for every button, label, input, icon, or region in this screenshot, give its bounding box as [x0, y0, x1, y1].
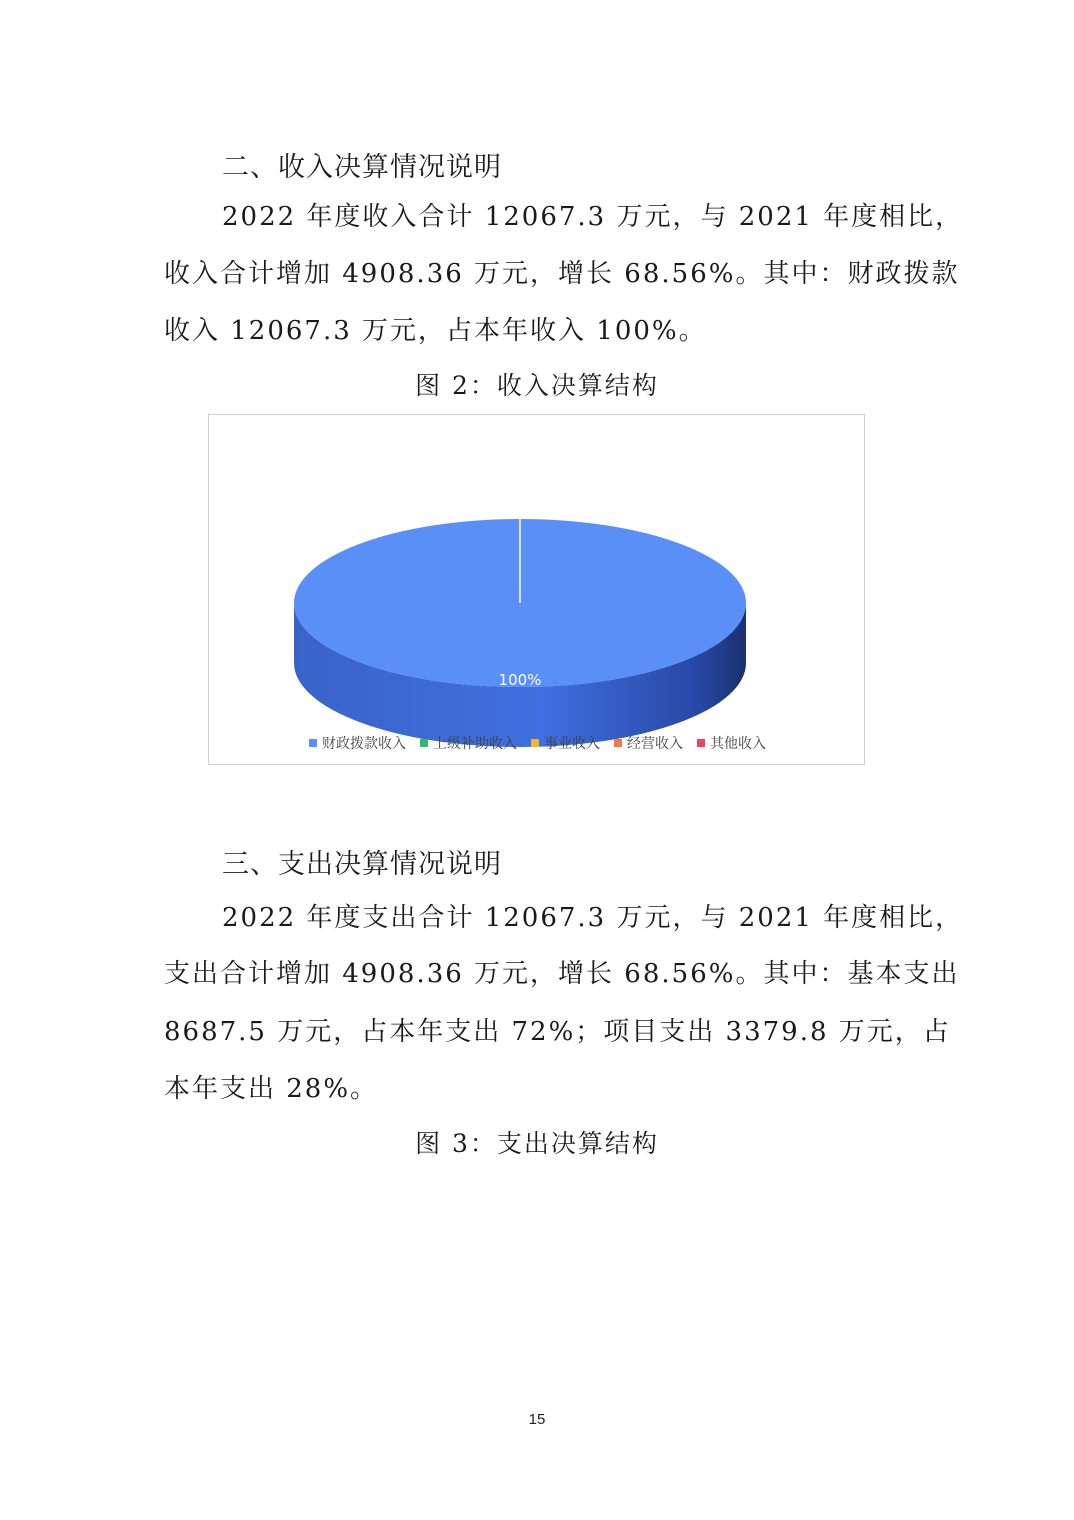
pie-chart-svg	[209, 415, 866, 766]
legend-label: 经营收入	[627, 736, 683, 752]
section3-line-2: 支出合计增加 4908.36 万元，增长 68.56%。其中：基本支出	[164, 959, 960, 989]
legend-item	[697, 733, 766, 753]
legend-item	[309, 733, 406, 753]
page-number: 15	[528, 1411, 546, 1428]
legend-item	[614, 733, 683, 753]
legend-label: 事业收入	[544, 736, 600, 752]
section2-line-3: 收入 12067.3 万元，占本年收入 100%。	[164, 316, 707, 346]
legend-swatch	[420, 739, 428, 747]
section3-heading: 三、支出决算情况说明	[222, 849, 502, 880]
section3-line-3: 8687.5 万元，占本年支出 72%；项目支出 3379.8 万元，占	[164, 1017, 951, 1047]
legend-swatch	[531, 739, 539, 747]
pie-data-label: 100%	[498, 671, 542, 689]
legend-label: 其他收入	[710, 736, 766, 752]
section3-line-1: 2022 年度支出合计 12067.3 万元，与 2021 年度相比，	[222, 903, 964, 933]
chart-legend	[209, 733, 866, 753]
legend-swatch	[309, 739, 317, 747]
legend-label: 上级补助收入	[433, 736, 517, 752]
section2-heading: 二、收入决算情况说明	[222, 152, 502, 183]
figure3-caption: 图 3：支出决算结构	[415, 1129, 659, 1158]
legend-label: 财政拨款收入	[322, 736, 406, 752]
figure2-caption: 图 2：收入决算结构	[415, 371, 659, 400]
legend-swatch	[614, 739, 622, 747]
legend-item	[420, 733, 517, 753]
section3-line-4: 本年支出 28%。	[164, 1074, 379, 1104]
legend-item	[531, 733, 600, 753]
legend-swatch	[697, 739, 705, 747]
section2-line-2: 收入合计增加 4908.36 万元，增长 68.56%。其中：财政拨款	[164, 259, 960, 289]
income-structure-chart	[208, 414, 865, 765]
section2-line-1: 2022 年度收入合计 12067.3 万元，与 2021 年度相比，	[222, 202, 964, 232]
